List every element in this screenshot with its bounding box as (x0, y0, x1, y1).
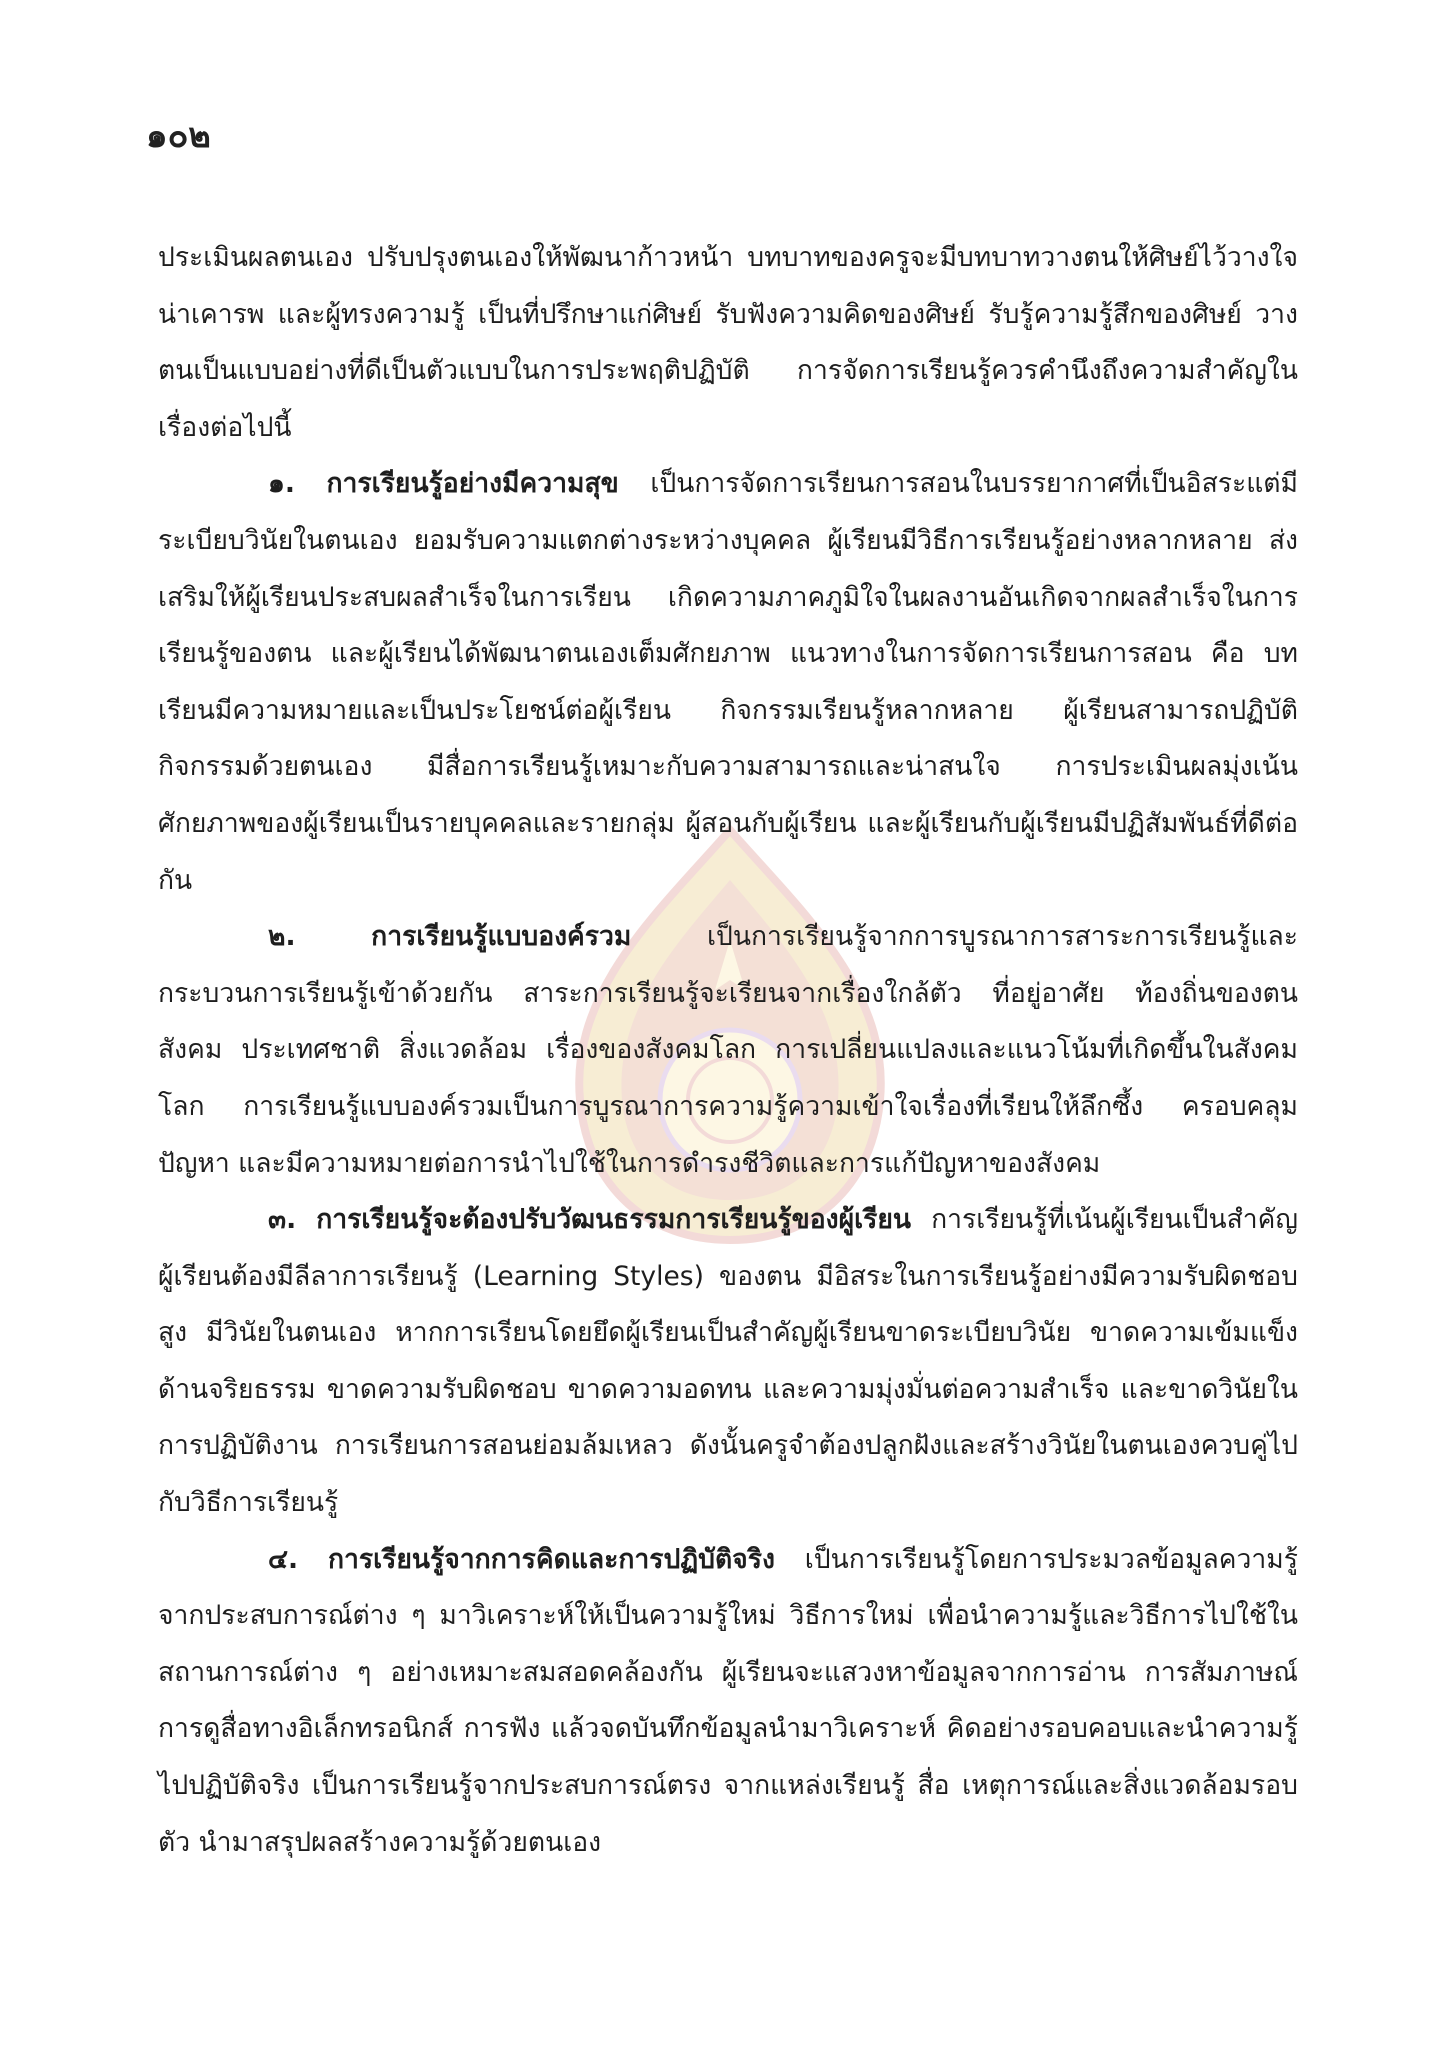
section-4-number: ๔. (268, 1543, 299, 1575)
section-2-paragraph (158, 909, 1298, 1192)
section-3-number: ๓. (268, 1204, 297, 1236)
section-1-heading: การเรียนรู้อย่างมีความสุข (326, 468, 619, 500)
section-2-number: ๒. (268, 921, 296, 953)
section-1-number: ๑. (268, 468, 295, 500)
intro-paragraph: ประเมินผลตนเอง ปรับปรุงตนเองให้พัฒนาก้าวหน้า บทบาทของครูจะมีบทบาทวางตนให้ศิษย์ไว้วางใจ น่าเคารพ และผู้ทรงความรู้ เป็นที่ปรึกษาแก่ศิษย์ รับฟังความคิดของศิษย์ รับรู้ความรู้สึกของศิษย์ วางตนเป็นแบบอย่างที่ดีเป็นตัวแบบในการประพฤติปฏิบัติ การจัดการเรียนรู้ควรคำนึงถึงความสำคัญในเรื่องต่อไปนี้ (158, 242, 1298, 443)
section-3-paragraph (158, 1192, 1298, 1532)
section-4-paragraph (158, 1532, 1298, 1872)
section-4-heading: การเรียนรู้จากการคิดและการปฏิบัติจริง (327, 1543, 775, 1575)
section-2-text: เป็นการเรียนรู้จากการบูรณาการสาระการเรียนรู้และกระบวนการเรียนรู้เข้าด้วยกัน สาระการเรียนรู้จะเรียนจากเรื่องใกล้ตัว ที่อยู่อาศัย ท้องถิ่นของตน สังคม ประเทศชาติ สิ่งแวดล้อม เรื่องของสังคมโลก การเปลี่ยนแปลงและแนวโน้มที่เกิดขึ้นในสังคมโลก การเรียนรู้แบบองค์รวมเป็นการบูรณาการความรู้ความเข้าใจเรื่องที่เรียนให้ลึกซึ้ง ครอบคลุมปัญหา และมีความหมายต่อการนำไปใช้ในการดำรงชีวิตและการแก้ปัญหาของสังคม (158, 921, 1298, 1179)
section-1-paragraph (158, 456, 1298, 909)
section-4-text: เป็นการเรียนรู้โดยการประมวลข้อมูลความรู้จากประสบการณ์ต่าง ๆ มาวิเคราะห์ให้เป็นความรู้ใหม่ วิธีการใหม่ เพื่อนำความรู้และวิธีการไปใช้ในสถานการณ์ต่าง ๆ อย่างเหมาะสมสอดคล้องกัน ผู้เรียนจะแสวงหาข้อมูลจากการอ่าน การสัมภาษณ์ การดูสื่อทางอิเล็กทรอนิกส์ การฟัง แล้วจดบันทึกข้อมูลนำมาวิเคราะห์ คิดอย่างรอบคอบและนำความรู้ไปปฏิบัติจริง เป็นการเรียนรู้จากประสบการณ์ตรง จากแหล่งเรียนรู้ สื่อ เหตุการณ์และสิ่งแวดล้อมรอบตัว นำมาสรุปผลสร้างความรู้ด้วยตนเอง (158, 1543, 1298, 1858)
section-3-text: การเรียนรู้ที่เน้นผู้เรียนเป็นสำคัญ ผู้เรียนต้องมีลีลาการเรียนรู้ (Learning Styles) ของตน มีอิสระในการเรียนรู้อย่างมีความรับผิดชอบสูง มีวินัยในตนเอง หากการเรียนโดยยึดผู้เรียนเป็นสำคัญผู้เรียนขาดระเบียบวินัย ขาดความเข้มแข็งด้านจริยธรรม ขาดความรับผิดชอบ ขาดความอดทน และความมุ่งมั่นต่อความสำเร็จ และขาดวินัยในการปฏิบัติงาน การเรียนการสอนย่อมล้มเหลว ดังนั้นครูจำต้องปลูกฝังและสร้างวินัยในตนเองควบคู่ไปกับวิธีการเรียนรู้ (158, 1204, 1298, 1519)
page-number: ๑๐๒ (146, 116, 211, 156)
section-1-text: เป็นการจัดการเรียนการสอนในบรรยากาศที่เป็นอิสระแต่มีระเบียบวินัยในตนเอง ยอมรับความแตกต่างระหว่างบุคคล ผู้เรียนมีวิธีการเรียนรู้อย่างหลากหลาย ส่งเสริมให้ผู้เรียนประสบผลสำเร็จในการเรียน เกิดความภาคภูมิใจในผลงานอันเกิดจากผลสำเร็จในการเรียนรู้ของตน และผู้เรียนได้พัฒนาตนเองเต็มศักยภาพ แนวทางในการจัดการเรียนการสอน คือ บทเรียนมีความหมายและเป็นประโยชน์ต่อผู้เรียน กิจกรรมเรียนรู้หลากหลาย ผู้เรียนสามารถปฏิบัติกิจกรรมด้วยตนเอง มีสื่อการเรียนรู้เหมาะกับความสามารถและน่าสนใจ การประเมินผลมุ่งเน้นศักยภาพของผู้เรียนเป็นรายบุคคลและรายกลุ่ม ผู้สอนกับผู้เรียน และผู้เรียนกับผู้เรียนมีปฏิสัมพันธ์ที่ดีต่อกัน (158, 468, 1298, 896)
section-2-heading: การเรียนรู้แบบองค์รวม (371, 921, 632, 953)
body-text (158, 230, 1298, 1871)
section-3-heading: การเรียนรู้จะต้องปรับวัฒนธรรมการเรียนรู้ของผู้เรียน (316, 1204, 912, 1236)
